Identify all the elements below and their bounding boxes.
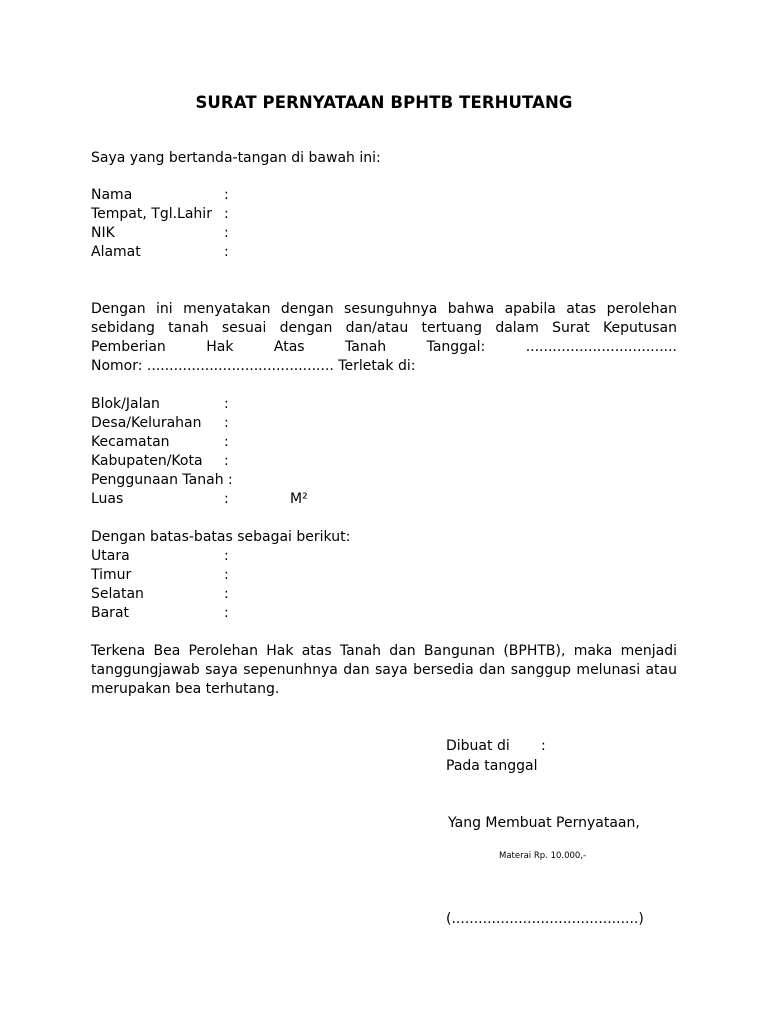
field-penggunaan-tanah	[91, 471, 391, 490]
field-colon: :	[224, 187, 229, 203]
document-title: SURAT PERNYATAAN BPHTB TERHUTANG	[195, 93, 573, 112]
field-label: NIK	[91, 225, 115, 241]
made-at-label: Dibuat di	[446, 738, 510, 754]
field-label: Selatan	[91, 586, 144, 602]
field-label: Utara	[91, 548, 130, 564]
field-label: Nama	[91, 187, 133, 203]
field-desa-kelurahan	[91, 414, 391, 433]
field-colon: :	[224, 491, 229, 507]
statement-line: Dengan ini menyatakan dengan sesunguhnya bahwa apabila atas perolehan	[91, 301, 677, 317]
field-colon: :	[224, 415, 229, 431]
field-colon: :	[224, 434, 229, 450]
statement-paragraph	[91, 300, 677, 376]
field-label: Desa/Kelurahan	[91, 415, 202, 431]
field-label: Penggunaan Tanah :	[91, 472, 233, 488]
field-colon: :	[224, 396, 229, 412]
field-label: Tempat, Tgl.Lahir	[91, 206, 212, 222]
field-colon: :	[224, 567, 229, 583]
field-colon: :	[224, 206, 229, 222]
intro-text: Saya yang bertanda-tangan di bawah ini:	[91, 150, 381, 166]
field-barat	[91, 604, 391, 623]
made-at-colon: :	[541, 738, 546, 754]
field-label: Kabupaten/Kota	[91, 453, 203, 469]
field-label: Blok/Jalan	[91, 396, 160, 412]
field-label: Luas	[91, 491, 124, 507]
field-label: Alamat	[91, 244, 141, 260]
field-luas	[91, 490, 391, 509]
field-colon: :	[224, 244, 229, 260]
field-nik	[91, 224, 391, 243]
field-colon: :	[224, 453, 229, 469]
signer-name-placeholder: (..........................................)	[446, 911, 644, 927]
statement-line: Pemberian Hak Atas Tanah Tanggal: ..................................	[91, 339, 677, 355]
field-colon: :	[224, 605, 229, 621]
boundary-fields	[91, 547, 391, 623]
statement-line: sebidang tanah sesuai dengan dan/atau tertuang dalam Surat Keputusan	[91, 320, 677, 336]
field-blok-jalan	[91, 395, 391, 414]
field-tempat-tgl-lahir	[91, 205, 391, 224]
closing-line: merupakan bea terhutang.	[91, 681, 280, 697]
closing-line: Terkena Bea Perolehan Hak atas Tanah dan Bangunan (BPHTB), maka menjadi	[91, 643, 677, 659]
field-colon: :	[224, 586, 229, 602]
closing-line: tanggungjawab saya sepenunhnya dan saya bersedia dan sanggup melunasi atau	[91, 662, 677, 678]
field-kabupaten-kota	[91, 452, 391, 471]
field-selatan	[91, 585, 391, 604]
field-utara	[91, 547, 391, 566]
field-timur	[91, 566, 391, 585]
field-label: Kecamatan	[91, 434, 170, 450]
statement-line: Nomor: .......................................... Terletak di:	[91, 358, 416, 374]
date-label: Pada tanggal	[446, 758, 538, 774]
boundaries-intro: Dengan batas-batas sebagai berikut:	[91, 529, 351, 545]
identity-fields	[91, 186, 391, 262]
closing-paragraph	[91, 642, 677, 699]
location-fields	[91, 395, 391, 509]
field-unit: M²	[290, 491, 308, 507]
field-nama	[91, 186, 391, 205]
signer-label: Yang Membuat Pernyataan,	[448, 815, 640, 831]
field-label: Timur	[91, 567, 132, 583]
field-colon: :	[224, 548, 229, 564]
field-label: Barat	[91, 605, 130, 621]
stamp-label: Materai Rp. 10.000,-	[499, 851, 587, 861]
field-kecamatan	[91, 433, 391, 452]
field-colon: :	[224, 225, 229, 241]
field-alamat	[91, 243, 391, 262]
